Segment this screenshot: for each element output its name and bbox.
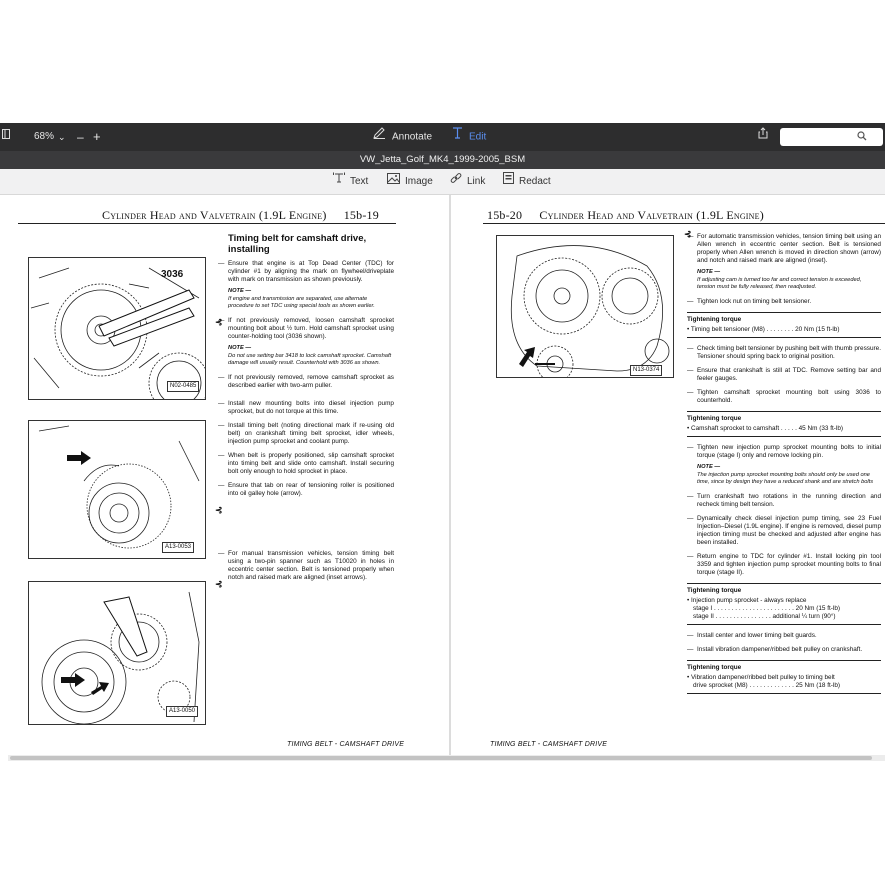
- torque-line: • Timing belt tensioner (M8) . . . . . . . . 20 Nm (15 ft-lb): [687, 326, 840, 333]
- step-item: — Install center and lower timing belt guards.: [687, 632, 881, 640]
- step-item: — For manual transmission vehicles, tension timing belt using a two-pin spanner such as T10020 in holes in eccentric center section. Belt is tensioned properly when notch and raised mark are aligned (inset arrows).: [218, 550, 394, 582]
- right-header-title: Cylinder Head and Valvetrain (1.9L Engine): [539, 208, 764, 222]
- scrollbar-thumb[interactable]: [10, 756, 872, 760]
- figure-tensioning-roller: [28, 420, 206, 559]
- left-text-column: [218, 233, 394, 588]
- right-page: [451, 195, 885, 755]
- text-cursor-icon: [452, 123, 463, 151]
- left-page: [0, 195, 449, 755]
- caution-icon: ⊰: [215, 505, 223, 515]
- edit-button[interactable]: [452, 123, 486, 151]
- document-title: VW_Jetta_Golf_MK4_1999-2005_BSM: [0, 151, 885, 169]
- figure-two-pin-spanner: [28, 581, 206, 725]
- link-tool-label: Link: [467, 176, 486, 187]
- fig3-label: A13-0050: [166, 706, 198, 717]
- torque-heading: Tightening torque: [687, 316, 742, 323]
- annotate-button[interactable]: [373, 123, 432, 151]
- header-rule: [18, 223, 396, 224]
- zoom-level[interactable]: 68%: [34, 131, 55, 142]
- search-icon: [857, 131, 867, 144]
- torque-heading: Tightening torque: [687, 415, 742, 422]
- link-icon: [450, 169, 462, 195]
- fig2-label: A13-0053: [162, 542, 194, 553]
- horizontal-scrollbar[interactable]: [8, 755, 885, 761]
- note-text: The injection pump sprocket mounting bolts should only be used one time, since by design they have a reduced shank and are stretch bolts: [697, 472, 874, 485]
- viewer-toolbar: [0, 123, 885, 151]
- right-page-number: 15b-20: [487, 208, 523, 222]
- step-item: — When belt is properly positioned, slip camshaft sprocket into timing belt and slide onto camshaft. Install securing bolt only enough to hold sprocket in place.: [218, 452, 394, 476]
- left-footer: TIMING BELT - CAMSHAFT DRIVE: [287, 741, 405, 748]
- note: [218, 288, 394, 310]
- image-tool-button[interactable]: [387, 169, 433, 195]
- step-item: — Tighten new injection pump sprocket mounting bolts to initial torque (stage I) only and remove locking pin.: [687, 444, 881, 460]
- fig1-callout: 3036: [161, 269, 184, 280]
- edit-label: Edit: [469, 131, 487, 143]
- step-item: — Ensure that crankshaft is still at TDC. Remove setting bar and feeler gauges.: [687, 367, 881, 383]
- note-text: If adjusting cam is turned too far and correct tension is exceeded, tension must be fully released, then readjusted.: [697, 277, 862, 290]
- step-item: — Tighten lock nut on timing belt tensioner.: [687, 298, 881, 306]
- link-tool-button[interactable]: [450, 169, 485, 195]
- text-tool-button[interactable]: [333, 169, 368, 195]
- torque-spec: [687, 312, 881, 338]
- torque-line: drive sprocket (M8) . . . . . . . . . . . . . 25 Nm (18 ft-lb): [693, 682, 841, 689]
- section-title: Timing belt for camshaft drive, installing: [228, 233, 367, 255]
- figure-allen-wrench-tension: [496, 235, 674, 378]
- figure-camshaft-counterhold: [28, 257, 206, 400]
- torque-spec: [687, 411, 881, 437]
- image-tool-label: Image: [405, 176, 433, 187]
- sidebar-icon[interactable]: [2, 123, 10, 151]
- note: [687, 269, 881, 291]
- step-item: — Check timing belt tensioner by pushing belt with thumb pressure. Tensioner should spring back to original position.: [687, 345, 881, 361]
- redact-tool-label: Redact: [519, 176, 551, 187]
- note-text: Do not use setting bar 3418 to lock camshaft sprocket. Camshaft damage will usually result. Counterhold with 3036 as shown.: [228, 353, 392, 366]
- caution-icon: ⊰: [684, 229, 692, 239]
- note-heading: NOTE —: [228, 288, 252, 294]
- step-item: — Tighten camshaft sprocket mounting bolt using 3036 to counterhold.: [687, 389, 881, 405]
- zoom-in-button[interactable]: +: [93, 129, 101, 144]
- text-box-icon: [333, 169, 345, 195]
- note-text: If engine and transmission are separated, use alternate procedure to set TDC using special tools as shown earlier.: [228, 296, 375, 309]
- torque-spec: [687, 583, 881, 625]
- fig1-label: N02-0485: [167, 381, 199, 392]
- torque-spec: [687, 660, 881, 694]
- zoom-out-button[interactable]: –: [77, 130, 84, 144]
- step-item: — Ensure that tab on rear of tensioning roller is positioned into oil galley hole (arrow).: [218, 482, 394, 498]
- header-rule: [483, 223, 885, 224]
- caution-icon: ⊰: [215, 317, 223, 327]
- step-item: — If not previously removed, remove camshaft sprocket as described earlier with two-arm puller.: [218, 374, 394, 390]
- torque-heading: Tightening torque: [687, 587, 742, 594]
- annotate-label: Annotate: [392, 131, 433, 143]
- torque-line: stage II . . . . . . . . . . . . . . . . additional ¼ turn (90°): [693, 613, 836, 620]
- right-fig-label: N13-0374: [630, 365, 662, 376]
- right-footer: TIMING BELT - CAMSHAFT DRIVE: [490, 741, 608, 748]
- caution-icon: ⊰: [215, 579, 223, 589]
- zoom-dropdown-icon[interactable]: ⌄: [58, 132, 66, 142]
- step-item: — For automatic transmission vehicles, tension timing belt using an Allen wrench in eccentric center section. Belt is tensioned properly when Allen wrench is moved in direction shown (arrow) and notch and raised mark are aligned (inset).: [687, 233, 881, 265]
- left-page-header: [102, 208, 379, 223]
- redact-tool-button[interactable]: [503, 169, 551, 195]
- step-item: — Install vibration dampener/ribbed belt pulley on crankshaft.: [687, 646, 881, 654]
- torque-heading: Tightening torque: [687, 664, 742, 671]
- torque-line: • Camshaft sprocket to camshaft . . . . . 45 Nm (33 ft-lb): [687, 425, 844, 432]
- step-item: — Install new mounting bolts into diesel injection pump sprocket, but do not torque at this time.: [218, 400, 394, 416]
- redact-icon: [503, 169, 514, 195]
- edit-toolbar: [0, 169, 885, 195]
- right-page-header: [487, 208, 764, 223]
- left-page-number: 15b-19: [343, 208, 379, 222]
- note: [687, 464, 881, 486]
- pen-icon: [373, 123, 386, 151]
- left-header-title: Cylinder Head and Valvetrain (1.9L Engine): [102, 208, 327, 222]
- note-heading: NOTE —: [697, 269, 721, 275]
- note-heading: NOTE —: [228, 345, 252, 351]
- right-text-column: [687, 233, 881, 701]
- note: [218, 345, 394, 367]
- text-tool-label: Text: [350, 176, 369, 187]
- torque-line: stage I . . . . . . . . . . . . . . . . . . . . . . . 20 Nm (15 ft-lb): [693, 605, 841, 612]
- search-input[interactable]: [780, 128, 883, 146]
- share-icon[interactable]: [758, 123, 768, 151]
- step-item: — Install timing belt (noting directional mark if re-using old belt) on crankshaft timing belt sprocket, idler wheels, injection pump sprocket and coolant pump.: [218, 422, 394, 446]
- step-item: — Turn crankshaft two rotations in the running direction and recheck timing belt tension.: [687, 493, 881, 509]
- step-item: — If not previously removed, loosen camshaft sprocket mounting bolt about ½ turn. Hold camshaft sprocket using counter-holding tool (3036 shown).: [218, 317, 394, 341]
- step-item: — Dynamically check diesel injection pump timing, see 23 Fuel Injection–Diesel (1.9L engine). If engine is removed, diesel pump injection timing must be checked and adjusted after engine has been installed.: [687, 515, 881, 547]
- torque-line: • Vibration dampener/ribbed belt pulley to timing belt: [687, 674, 835, 681]
- image-icon: [387, 169, 400, 195]
- step-item: — Ensure that engine is at Top Dead Center (TDC) for cylinder #1 by aligning the mark on flywheel/driveplate with mark on transmission as shown previously.: [218, 260, 394, 284]
- step-item: — Return engine to TDC for cylinder #1. Install locking pin tool 3359 and tighten injection pump sprocket mounting bolts to final torque (stage II).: [687, 553, 881, 577]
- torque-line: • Injection pump sprocket - always replace: [687, 597, 807, 604]
- document-view[interactable]: [0, 195, 885, 755]
- note-heading: NOTE —: [697, 464, 721, 470]
